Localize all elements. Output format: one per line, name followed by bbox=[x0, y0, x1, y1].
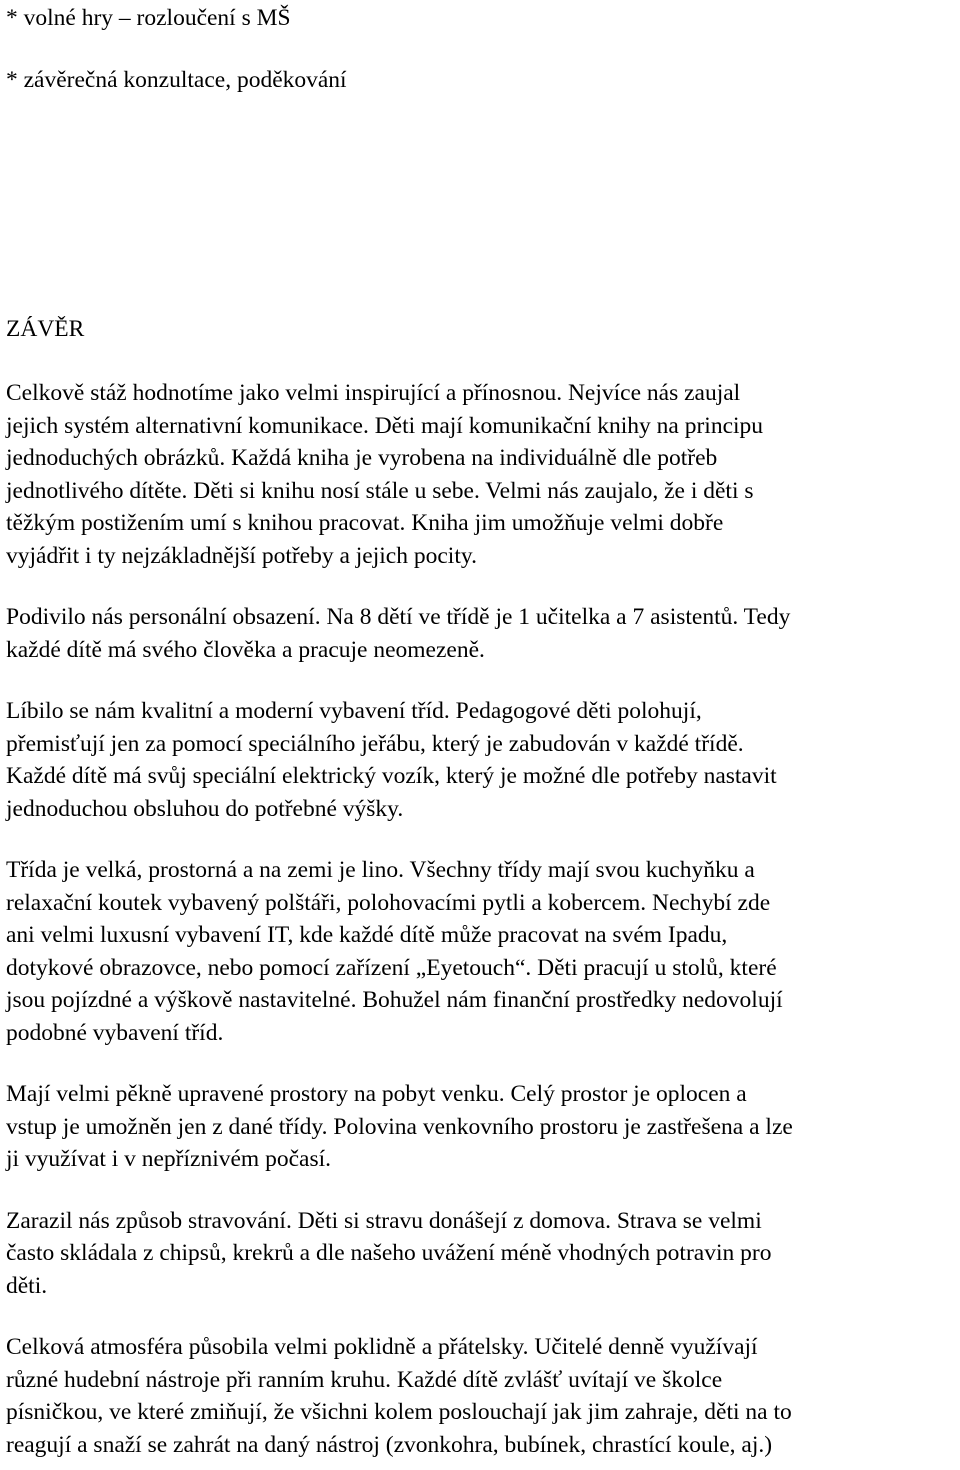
text-line: jejich systém alternativní komunikace. Děti mají komunikační knihy na principu bbox=[6, 412, 764, 439]
text-line: těžkým postižením umí s knihou pracovat. Kniha jim umožňuje velmi dobře bbox=[6, 510, 724, 536]
paragraph bbox=[6, 1331, 956, 1461]
paragraph bbox=[6, 1078, 956, 1176]
text-line: Celkově stáž hodnotíme jako velmi inspirující a přínosnou. Nejvíce nás zaujal bbox=[6, 380, 741, 406]
paragraph bbox=[6, 1205, 956, 1303]
paragraph bbox=[6, 695, 956, 825]
text-line: reagují a snaží se zahrát na daný nástroj (zvonkohra, bubínek, chrastící koule, aj.) bbox=[6, 1431, 773, 1458]
text-line: vyjádřit i ty nejzákladnější potřeby a jejich pocity. bbox=[6, 542, 477, 569]
text-line: každé dítě má svého člověka a pracuje neomezeně. bbox=[6, 636, 485, 663]
paragraph-gap bbox=[6, 1049, 956, 1078]
paragraph-gap bbox=[6, 572, 956, 601]
text-line: Mají velmi pěkně upravené prostory na pobyt venku. Celý prostor je oplocen a bbox=[6, 1081, 747, 1107]
text-line: ani velmi luxusní vybavení IT, kde každé dítě může pracovat na svém Ipadu, bbox=[6, 922, 728, 948]
paragraph bbox=[6, 601, 956, 666]
text-line: přemisťují jen za pomocí speciálního jeřábu, který je zabudován v každé třídě. bbox=[6, 730, 744, 757]
text-line: podobné vybavení tříd. bbox=[6, 1019, 224, 1046]
text-line: Třída je velká, prostorná a na zemi je lino. Všechny třídy mají svou kuchyňku a bbox=[6, 857, 755, 883]
text-line: Podivilo nás personální obsazení. Na 8 dětí ve třídě je 1 učitelka a 7 asistentů. Tedy bbox=[6, 604, 791, 630]
paragraph bbox=[6, 854, 956, 1049]
paragraph-gap bbox=[6, 666, 956, 695]
bullet-item: * volné hry – rozloučení s MŠ bbox=[6, 5, 291, 31]
paragraph-gap bbox=[6, 1176, 956, 1205]
text-line: často skládala z chipsů, krekrů a dle našeho uvážení méně vhodných potravin pro bbox=[6, 1240, 772, 1266]
body-text bbox=[6, 377, 956, 1461]
text-line: dotykové obrazovce, nebo pomocí zařízení „Eyetouch“. Děti pracují u stolů, které bbox=[6, 954, 777, 981]
text-line: jednoduchou obsluhou do potřebné výšky. bbox=[6, 795, 404, 822]
text-line: Líbilo se nám kvalitní a moderní vybavení tříd. Pedagogové děti polohují, bbox=[6, 698, 702, 724]
text-line: jednotlivého dítěte. Děti si knihu nosí stále u sebe. Velmi nás zaujalo, že i děti s bbox=[6, 477, 754, 504]
text-line: ji využívat i v nepříznivém počasí. bbox=[6, 1146, 331, 1172]
text-line: jednoduchých obrázků. Každá kniha je vyrobena na individuálně dle potřeb bbox=[6, 445, 718, 471]
text-line: různé hudební nástroje při ranním kruhu. Každé dítě zvlášť uvítají ve školce bbox=[6, 1366, 723, 1393]
text-line: písničkou, ve které zmiňují, že všichni kolem poslouchají jak jim zahraje, děti na to bbox=[6, 1399, 792, 1425]
text-line: jsou pojízdné a výškově nastavitelné. Bohužel nám finanční prostředky nedovolují bbox=[6, 987, 783, 1013]
section-heading: ZÁVĚR bbox=[6, 316, 85, 342]
bullet-item: * závěrečná konzultace, poděkování bbox=[6, 67, 347, 93]
text-line: relaxační koutek vybavený polštáři, polohovacími pytli a kobercem. Nechybí zde bbox=[6, 889, 771, 916]
text-line: děti. bbox=[6, 1272, 48, 1299]
text-line: Zarazil nás způsob stravování. Děti si stravu donášejí z domova. Strava se velmi bbox=[6, 1207, 762, 1234]
text-line: Celková atmosféra působila velmi poklidně a přátelsky. Učitelé denně využívají bbox=[6, 1334, 758, 1360]
paragraph bbox=[6, 377, 956, 572]
text-line: Každé dítě má svůj speciální elektrický vozík, který je možné dle potřeby nastavit bbox=[6, 763, 777, 789]
text-line: vstup je umožněn jen z dané třídy. Polovina venkovního prostoru je zastřešena a lze bbox=[6, 1113, 793, 1140]
paragraph-gap bbox=[6, 825, 956, 854]
paragraph-gap bbox=[6, 1302, 956, 1331]
